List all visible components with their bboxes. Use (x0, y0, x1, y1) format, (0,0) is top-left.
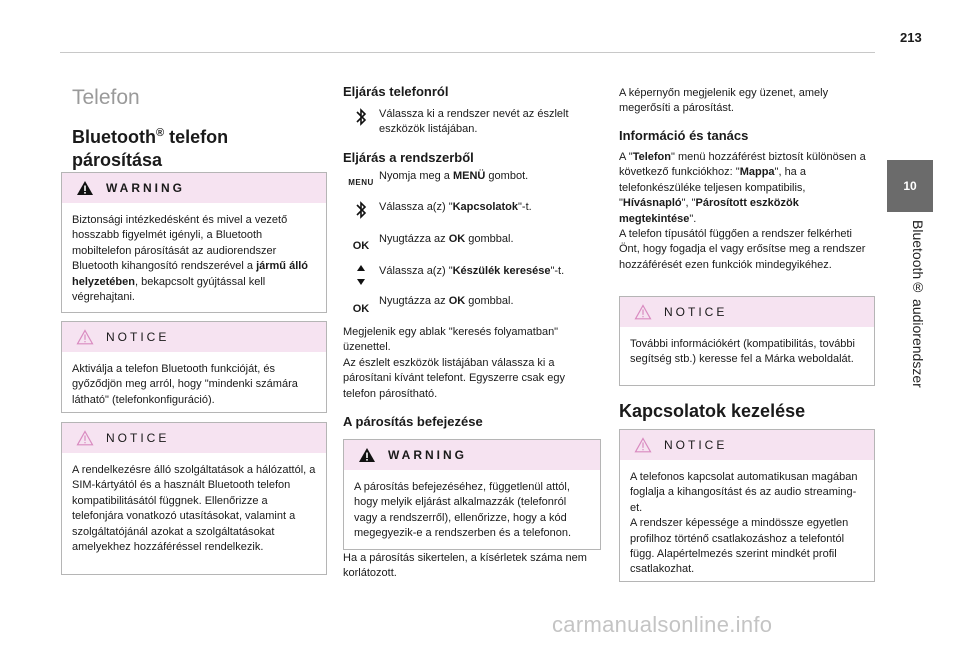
warning-box-1 (61, 172, 327, 313)
system-step-2: Válassza a(z) "Kapcsolatok"-t. (343, 200, 593, 220)
watermark: carmanualsonline.info (552, 612, 773, 637)
notice-text: Aktiválja a telefon Bluetooth funkcióját, és győződjön meg arról, hogy "mindenki számára látható" (telefonkonfiguráció). (72, 363, 298, 406)
notice-icon (76, 430, 94, 446)
notice-title: NOTICE (664, 438, 728, 452)
notice-icon (76, 329, 94, 345)
header-rule (60, 52, 875, 53)
menu-button-icon: MENU (348, 178, 374, 187)
page-number: 213 (900, 30, 922, 45)
system-step-3: OK Nyugtázza az OK gombbal. (343, 232, 593, 254)
warning-title: WARNING (106, 181, 185, 195)
warning-text: A párosítás befejezéséhez, függetlenül attól, hogy melyik eljárást alkalmazzák (telefonról vagy a rendszerről), ellenőrizze, hogy a kód megegyezik-e a rendszerben és a telefonon. (354, 481, 572, 540)
bluetooth-pairing-heading: Bluetooth® telefon párosítása (72, 127, 229, 170)
system-procedure-heading: Eljárás a rendszerből (343, 150, 474, 165)
system-step-4: Válassza a(z) "Készülék keresése"-t. (343, 264, 593, 286)
warning-box-2 (343, 439, 601, 550)
manage-connections-heading: Kapcsolatok kezelése (619, 401, 806, 421)
up-down-arrows-icon (356, 264, 366, 286)
section-title: Telefon (72, 86, 140, 109)
notice-icon (634, 437, 652, 453)
phone-step: Válassza ki a rendszer nevét az észlelt eszközök listájában. (343, 107, 593, 138)
notice-box-1 (61, 321, 327, 413)
phone-procedure-heading: Eljárás telefonról (343, 84, 449, 99)
warning-text: Biztonsági intézkedésként és mivel a vezető hosszabb figyelmét igényli, a Bluetooth mobiltelefon párosítását az audiorendszer Bluetooth kihangosító rendszerével a jármű álló helyzetében, bekapcsolt gyújtással kell végrehajtani. (72, 214, 309, 304)
ok-button-icon: OK (352, 240, 370, 252)
pairing-end-heading: A párosítás befejezése (343, 414, 483, 429)
chapter-title: Bluetooth® audiorendszer (910, 220, 926, 388)
notice-text: A rendelkezésre álló szolgáltatások a hálózattól, a SIM-kártyától és a használt Bluetooth telefon kompatibilitásától függnek. Ellenőrizze a telefonjára vonatkozó utasításokat, valamint a szolgáltatójánál azokat a szolgáltatásokat amelyekhez hozzáféréssel rendelkezik. (72, 464, 316, 554)
search-paragraph: Megjelenik egy ablak "keresés folyamatban" üzenettel. Az észlelt eszközök listájában válassza ki a párosítani kívánt telefont. Egyszerre csak egy telefon párosítható. (343, 326, 565, 400)
info-text: A "Telefon" menü hozzáférést biztosít különösen a következő funkciókhoz: "Mappa", ha a telefonkészüléke teljesen kompatibilis, "Hívásnapló", "Párosított eszközök megtekintése". A telefon típusától függően a rendszer felkérheti Önt, hogy fogadja el vagy erősítse meg a rendszer hozzáférését ezen funkciók mindegyikéhez. (619, 151, 866, 271)
notice-title: NOTICE (106, 330, 170, 344)
notice-icon (634, 304, 652, 320)
notice-box-2 (61, 422, 327, 575)
system-step-1: MENU Nyomja meg a MENÜ gombot. (343, 169, 593, 190)
info-heading: Információ és tanács (619, 128, 749, 143)
notice-title: NOTICE (106, 431, 170, 445)
warning-icon (76, 180, 94, 196)
chapter-tab: 10 (887, 160, 933, 212)
warning-icon (358, 447, 376, 463)
confirmation-text: A képernyőn megjelenik egy üzenet, amely megerősíti a párosítást. (619, 87, 829, 115)
bluetooth-icon (355, 107, 367, 127)
notice-text: További információkért (kompatibilitás, további segítség stb.) keresse fel a Márka weboldalát. (630, 338, 855, 366)
bluetooth-icon (355, 200, 367, 220)
unlimited-attempts-text: Ha a párosítás sikertelen, a kísérletek száma nem korlátozott. (343, 552, 587, 580)
notice-title: NOTICE (664, 305, 728, 319)
notice-box-3 (619, 296, 875, 386)
system-step-5: OK Nyugtázza az OK gombbal. (343, 294, 593, 317)
notice-box-4 (619, 429, 875, 582)
ok-button-icon: OK (352, 303, 370, 315)
warning-title: WARNING (388, 448, 467, 462)
notice-text: A telefonos kapcsolat automatikusan magában foglalja a kihangosítást és az audio streaming-et. A rendszer képessége a mindössze egyetlen profilhoz történő csatlakozáshoz a telefontól függ. Alapértelmezés szerint mindkét profil csatlakozhat. (630, 471, 858, 576)
